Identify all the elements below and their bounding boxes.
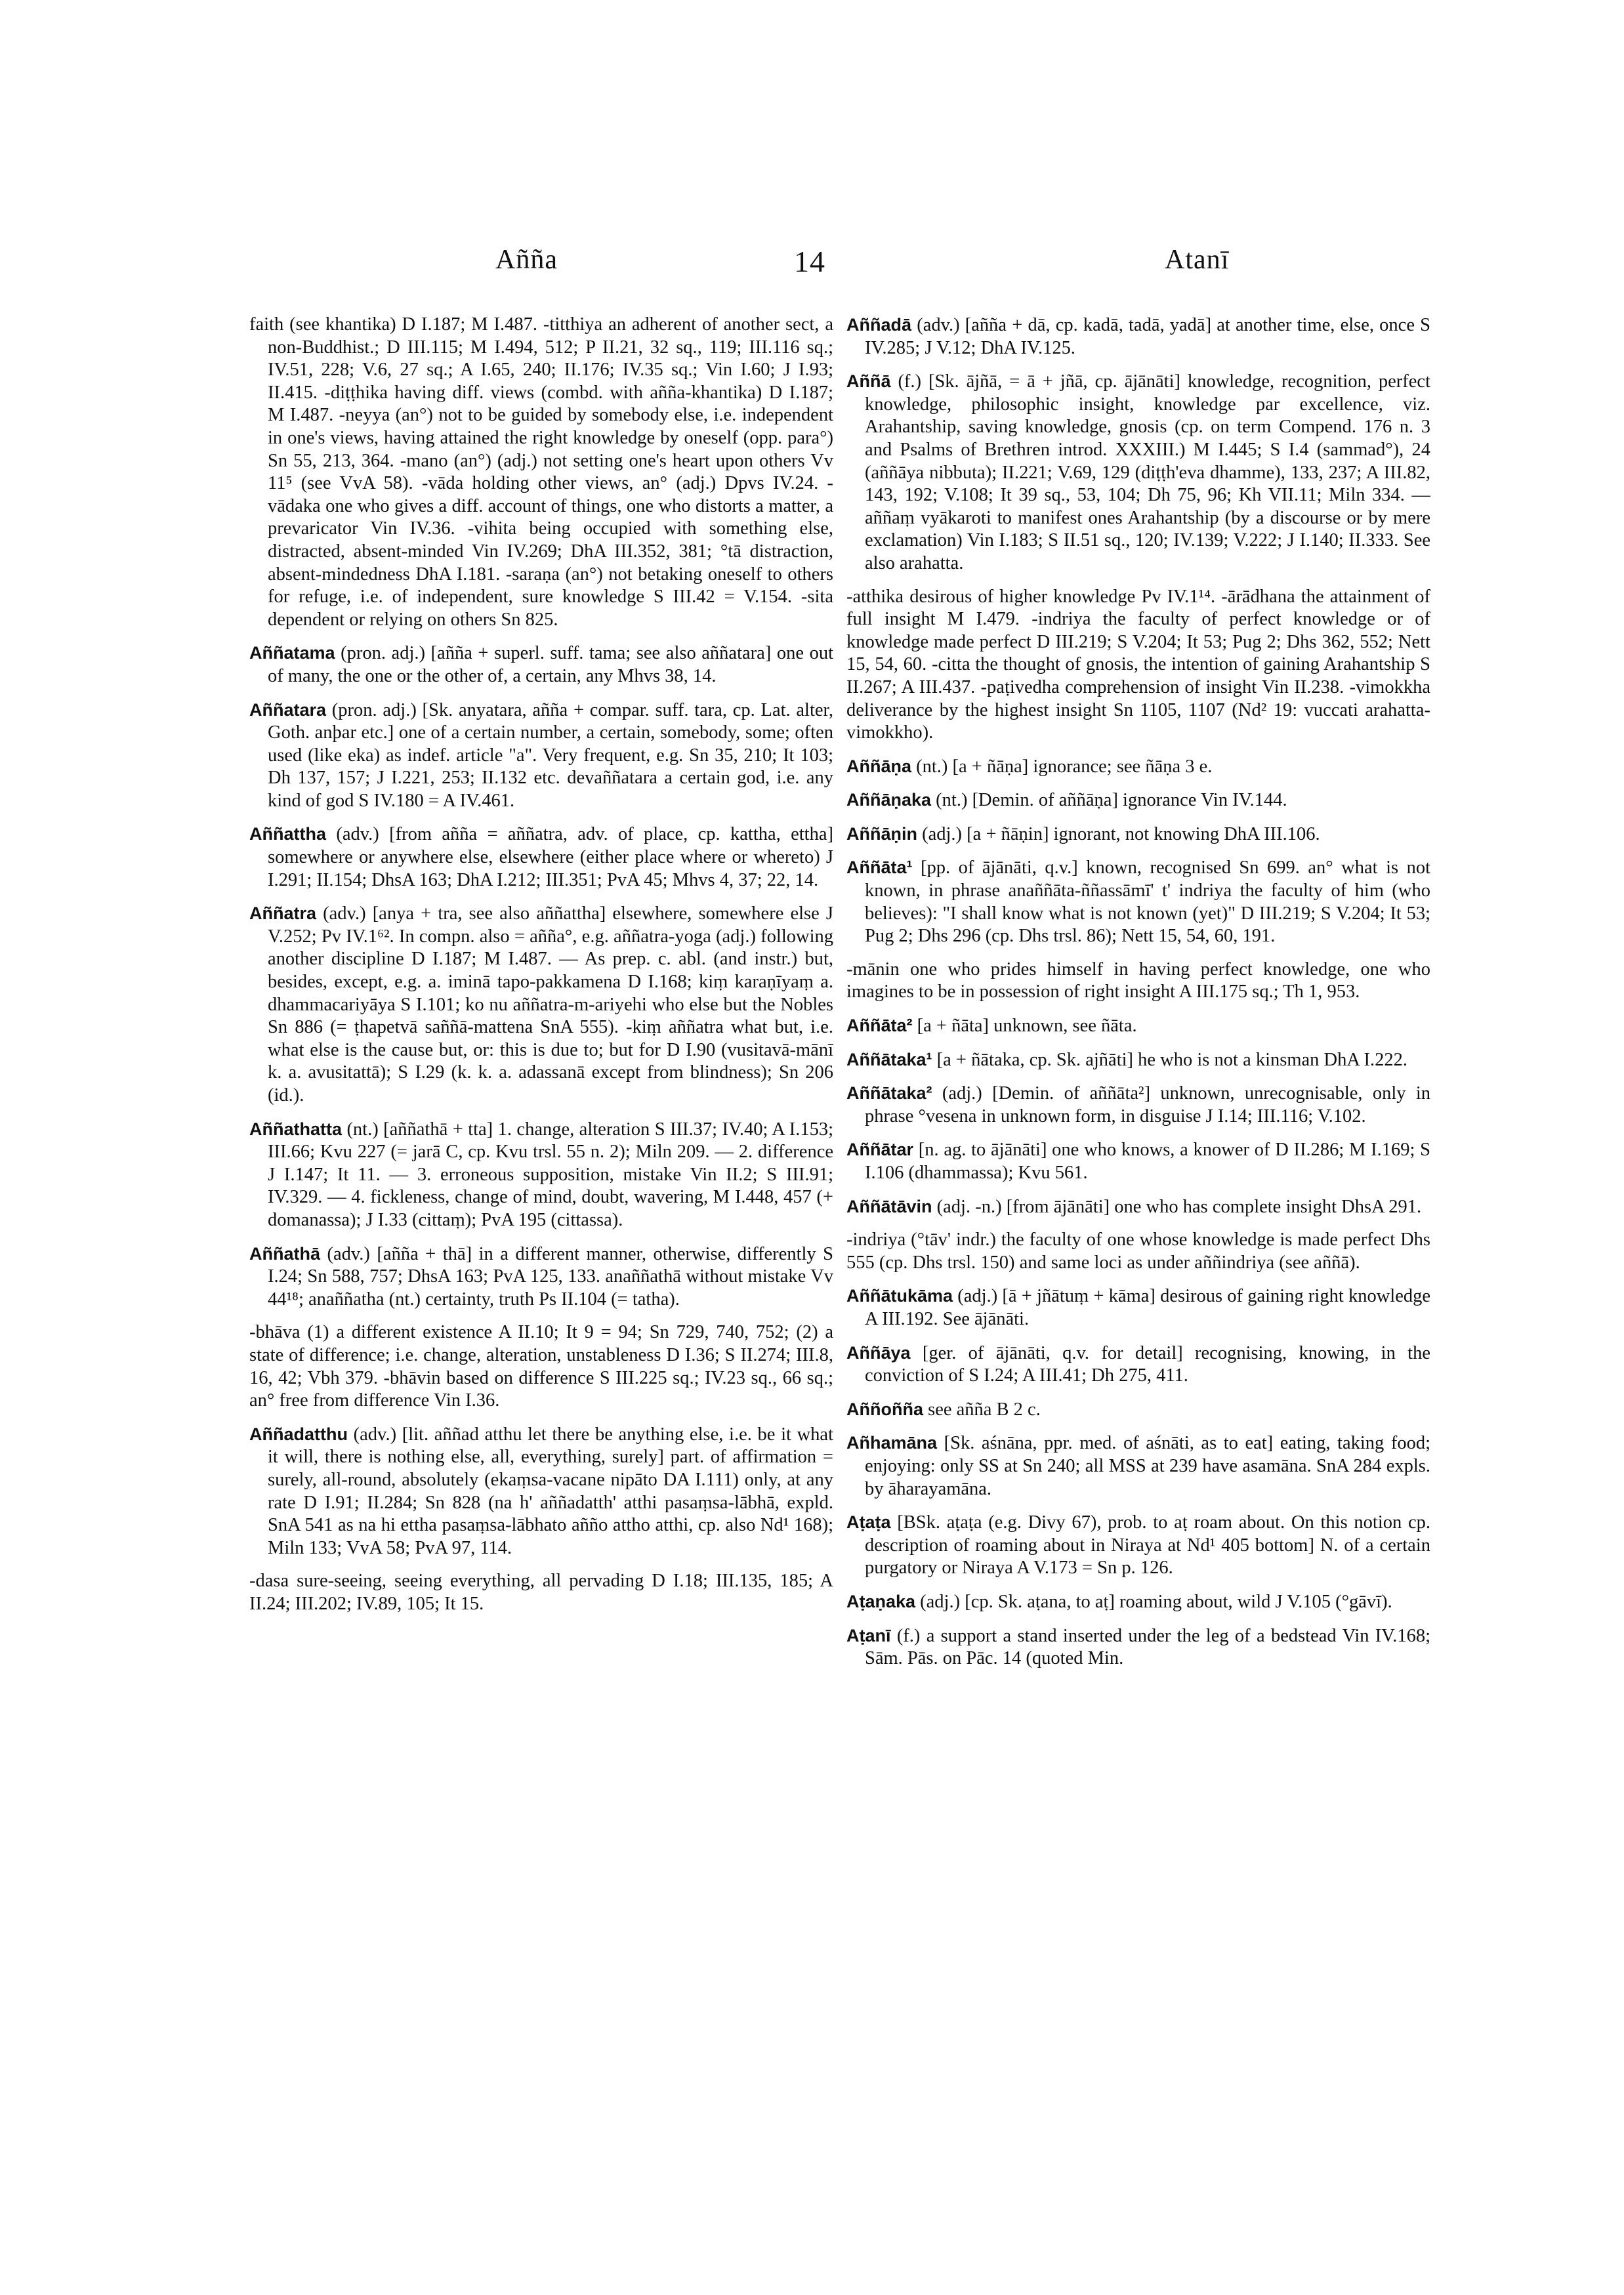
- dictionary-entry: [846, 1511, 1430, 1580]
- dictionary-entry: [249, 699, 833, 813]
- entry-definition: -atthika desirous of higher knowledge Pv IV.1¹⁴. -ārādhana the attainment of full insight M I.479. -indriya the faculty of perfect knowledge or of knowledge made perfect D III.219; S V.204; It 53; Pug 2; Dhs 362, 552; Nett 15, 54, 60. -citta the thought of gnosis, the intention of gaining Arahantship S II.267; A III.437. -paṭivedha comprehension of insight Vin II.238. -vimokkha deliverance by the highest insight Sn 1105, 1107 (Nd² 19: vuccati arahatta-vimokkho).: [846, 586, 1430, 743]
- dictionary-entry: [846, 370, 1430, 575]
- entry-definition: -indriya (°tāv' indr.) the faculty of one whose knowledge is made perfect Dhs 555 (cp. Dhs trsl. 150) and same loci as under aññindriya (see aññā).: [846, 1230, 1430, 1273]
- entry-definition: (adv.) [anya + tra, see also aññattha] elsewhere, somewhere else J V.252; Pv IV.1⁶². In compn. also = añña°, e.g. aññatra-yoga (adj.) following another discipline D I.187; M I.487. — As prep. c. abl. (and instr.) but, besides, except, e.g. a. iminā tapo-pakkamena D I.168; kiṃ karaṇīyaṃ a. dhammacariyāya S I.101; ko nu aññatra-m-ariyehi who else but the Nobles Sn 886 (= ṭhapetvā saññā-mattena SnA 555). -kiṃ aññatra what but, i.e. what else is the cause but, or: this is due to; but for D I.90 (vusitavā-mānī k. a. avusitattā); S I.29 (k. k. a. adassanā except from blindness); Sn 206 (id.).: [268, 903, 833, 1106]
- dictionary-entry: [846, 856, 1430, 947]
- entry-definition: (adj.) [a + ñāṇin] ignorant, not knowing DhA III.106.: [922, 823, 1320, 844]
- entry-definition: [a + ñāta] unknown, see ñāta.: [917, 1016, 1137, 1037]
- entry-headword: Aññātāvin: [846, 1196, 932, 1216]
- dictionary-entry: [249, 314, 833, 631]
- entry-definition: (adj.) [Demin. of aññāta²] unknown, unrecognisable, only in phrase °vesena in unknown form, in disguise J I.14; III.116; V.102.: [865, 1083, 1430, 1127]
- dictionary-entry: [846, 1048, 1430, 1072]
- dictionary-entry: [846, 586, 1430, 745]
- dictionary-entry: [249, 1321, 833, 1412]
- dictionary-entry: [846, 1014, 1430, 1038]
- entry-definition: [n. ag. to ājānāti] one who knows, a knower of D II.286; M I.169; S I.106 (dhammassa); Kvu 561.: [865, 1140, 1430, 1183]
- entry-headword: Aṭanī: [846, 1625, 891, 1645]
- header-right-headword: Atanī: [1165, 245, 1230, 275]
- entry-headword: Aññadā: [846, 315, 912, 335]
- entry-headword: Aññāta²: [846, 1016, 913, 1036]
- dictionary-entry: [249, 1118, 833, 1232]
- dictionary-entry: [846, 959, 1430, 1004]
- left-column: [249, 314, 833, 2256]
- dictionary-entry: [846, 1285, 1430, 1331]
- dictionary-entry: [846, 314, 1430, 360]
- entry-headword: Aññāya: [846, 1342, 911, 1363]
- entry-definition: (nt.) [a + ñāṇa] ignorance; see ñāṇa 3 e.: [916, 756, 1213, 777]
- entry-headword: Aññāṇin: [846, 823, 917, 844]
- entry-definition: (adv.) [lit. aññad atthu let there be anything else, i.e. be it what it will, there is nothing else, all, everything, surely] part. of affirmation = surely, all-round, absolutely (ekaṃsa-vacane nipāto DA I.111) only, at any rate D I.91; II.284; Sn 828 (na h' aññadatth' atthi pasaṃsa-lābhā, expld. SnA 541 as na hi ettha pasaṃsa-lābhato añño attho atthi, cp. also Nd¹ 168); Miln 133; VvA 58; PvA 97, 114.: [268, 1424, 833, 1558]
- entry-definition: (adv.) [añña + dā, cp. kadā, tadā, yadā] at another time, else, once S IV.285; J V.12; DhA IV.125.: [865, 315, 1430, 358]
- entry-definition: [pp. of ājānāti, q.v.] known, recognised Sn 699. an° what is not known, in phrase anaññāta-ññassāmī' t' indriya the faculty of him (who believes): "I shall know what is not known (yet)" D III.219; S V.204; It 53; Pug 2; Dhs 296 (cp. Dhs trsl. 86); Nett 15, 54, 60, 191.: [865, 858, 1430, 947]
- entry-definition: [BSk. aṭaṭa (e.g. Divy 67), prob. to aṭ roam about. On this notion cp. description of roaming about in Niraya at Nd¹ 405 bottom] N. of a certain purgatory or Niraya A V.173 = Sn p. 126.: [865, 1512, 1430, 1579]
- entry-headword: Aññathā: [249, 1243, 320, 1264]
- header-left-headword: Añña: [495, 245, 558, 275]
- dictionary-entry: [846, 1398, 1430, 1422]
- entry-headword: Aññadatthu: [249, 1424, 348, 1444]
- entry-headword: Aññatama: [249, 643, 335, 663]
- entry-headword: Aññāta¹: [846, 858, 913, 878]
- entry-definition: (nt.) [aññathā + tta] 1. change, alteration S III.37; IV.40; A I.153; III.66; Kvu 227 (= jarā C, cp. Kvu trsl. 55 n. 2); Miln 209. — 2. difference J I.147; It 11. — 3. erroneous supposition, mistake Vin II.2; S III.91; IV.329. — 4. fickleness, change of mind, doubt, wavering, M I.448, 457 (+ domanassa); J I.33 (cittaṃ); PvA 195 (cittassa).: [268, 1119, 833, 1230]
- dictionary-entry: [846, 1432, 1430, 1500]
- dictionary-entry: [846, 1082, 1430, 1128]
- entry-headword: Añhamāna: [846, 1433, 938, 1453]
- dictionary-entry: [846, 1229, 1430, 1274]
- entry-definition: see añña B 2 c.: [928, 1399, 1041, 1420]
- entry-definition: [a + ñātaka, cp. Sk. ajñāti] he who is not a kinsman DhA I.222.: [936, 1049, 1407, 1070]
- dictionary-entry: [249, 1423, 833, 1560]
- dictionary-entry: [846, 1138, 1430, 1184]
- entry-headword: Aññā: [846, 371, 891, 392]
- entry-headword: Aññātaka²: [846, 1083, 932, 1104]
- entry-headword: Aññātar: [846, 1140, 914, 1160]
- entry-headword: Aññatara: [249, 699, 327, 720]
- dictionary-entry: [846, 1624, 1430, 1670]
- entry-headword: Aññoñña: [846, 1399, 923, 1419]
- entry-definition: -dasa sure-seeing, seeing everything, all pervading D I.18; III.135, 185; A II.24; III.202; IV.89, 105; It 15.: [249, 1571, 833, 1614]
- entry-definition: (adj.) [cp. Sk. aṭana, to aṭ] roaming about, wild J V.105 (°gāvī).: [920, 1591, 1392, 1612]
- page-number: 14: [794, 245, 825, 278]
- dictionary-entry: [249, 902, 833, 1107]
- entry-definition: -bhāva (1) a different existence A II.10; It 9 = 94; Sn 729, 740, 752; (2) a state of difference; i.e. change, alteration, unstableness D I.36; S II.274; III.8, 16, 42; Vbh 379. -bhāvin based on difference S III.225 sq.; IV.23 sq., 66 sq.; an° free from difference Vin I.36.: [249, 1322, 833, 1411]
- entry-definition: (adj.) [ā + jñātuṃ + kāma] desirous of gaining right knowledge A III.192. See ājānāti.: [865, 1286, 1430, 1329]
- entry-definition: (pron. adj.) [Sk. anyatara, añña + compar. suff. tara, cp. Lat. alter, Goth. anþar etc.] one of a certain number, a certain, somebody, some; often used (like eka) as indef. article "a". Very frequent, e.g. Sn 35, 210; It 103; Dh 137, 157; J I.221, 253; II.132 etc. devaññatara a certain god, i.e. any kind of god S IV.180 = A IV.461.: [268, 699, 833, 811]
- entry-definition: (nt.) [Demin. of aññāṇa] ignorance Vin IV.144.: [936, 790, 1287, 811]
- entry-definition: faith (see khantika) D I.187; M I.487. -titthiya an adherent of another sect, a non-Buddhist.; D III.115; M I.494, 512; P II.21, 32 sq., 119; III.116 sq.; IV.51, 228; V.6, 27 sq.; A I.65, 240; II.176; IV.35 sq.; Vin I.60; J I.93; II.415. -diṭṭhika having diff. views (combd. with añña-khantika) D I.187; M I.487. -neyya (an°) not to be guided by somebody else, i.e. independent in one's views, having attained the right knowledge by oneself (opp. para°) Sn 55, 213, 364. -mano (an°) (adj.) not setting one's heart upon others Vv 11⁵ (see VvA 58). -vāda holding other views, an° (adj.) Dpvs IV.24. -vādaka one who gives a diff. account of things, one who distorts a matter, a prevaricator Vin IV.36. -vihita being occupied with something else, distracted, absent-minded Vin IV.269; DhA III.352, 381; °tā distraction, absent-mindedness DhA I.181. -saraṇa (an°) not betaking oneself to others for refuge, i.e. of independent, sure knowledge S III.42 = V.154. -sita dependent or relying on others Sn 825.: [249, 314, 833, 630]
- entry-definition: [Sk. aśnāna, ppr. med. of aśnāti, as to eat] eating, taking food; enjoying: only SS at Sn 240; all MSS at 239 have asamāna. SnA 284 expls. by āharayamāna.: [865, 1433, 1430, 1499]
- entry-headword: Aññāṇaka: [846, 790, 932, 810]
- entry-headword: Aññāṇa: [846, 756, 912, 776]
- dictionary-entry: [846, 1590, 1430, 1614]
- dictionary-entry: [249, 642, 833, 688]
- entry-definition: (pron. adj.) [añña + superl. suff. tama; see also aññatara] one out of many, the one or the other of, a certain, any Mhvs 38, 14.: [268, 643, 833, 686]
- dictionary-entry: [249, 823, 833, 892]
- dictionary-entry: [846, 823, 1430, 846]
- entry-definition: (adj. -n.) [from ājānāti] one who has complete insight DhsA 291.: [936, 1196, 1422, 1217]
- dictionary-entry: [846, 1195, 1430, 1219]
- entry-definition: -mānin one who prides himself in having perfect knowledge, one who imagines to be in possession of right insight A III.175 sq.; Th 1, 953.: [846, 959, 1430, 1003]
- dictionary-entry: [846, 789, 1430, 812]
- entry-definition: [ger. of ājānāti, q.v. for detail] recognising, knowing, in the conviction of S I.24; A III.41; Dh 275, 411.: [865, 1342, 1430, 1386]
- entry-headword: Aññathatta: [249, 1119, 342, 1139]
- dictionary-entry: [846, 755, 1430, 779]
- right-column: [846, 314, 1430, 2256]
- entry-headword: Aññatra: [249, 903, 317, 924]
- entry-headword: Aññattha: [249, 824, 326, 844]
- entry-definition: (f.) [Sk. ājñā, = ā + jñā, cp. ājānāti] knowledge, recognition, perfect knowledge, philosophic insight, knowledge par excellence, viz. Arahantship, saving knowledge, gnosis (cp. on term Compend. 176 n. 3 and Psalms of Brethren introd. XXXIII.) M I.445; S I.4 (sammad°), 24 (aññāya nibbuta); II.221; V.69, 129 (diṭṭh'eva dhamme), 133, 237; A III.82, 143, 192; V.108; It 39 sq., 53, 104; Dh 75, 96; Kh VII.11; Miln 334. — aññaṃ vyākaroti to manifest ones Arahantship (by a discourse or by mere exclamation) Vin I.183; S II.51 sq., 120; IV.139; V.222; J I.140; II.333. See also arahatta.: [865, 371, 1430, 573]
- dictionary-entry: [846, 1342, 1430, 1388]
- entry-definition: (adv.) [from añña = aññatra, adv. of place, cp. kattha, ettha] somewhere or anywhere else, elsewhere (either place where or whereto) J I.291; II.154; DhsA 163; DhA I.212; III.351; PvA 45; Mhvs 4, 37; 22, 14.: [268, 824, 833, 890]
- running-header: [249, 244, 1440, 290]
- entry-definition: (f.) a support a stand inserted under the leg of a bedstead Vin IV.168; Sām. Pās. on Pāc. 14 (quoted Min.: [865, 1625, 1430, 1669]
- dictionary-entry: [249, 1243, 833, 1312]
- entry-headword: Aññātaka¹: [846, 1049, 932, 1069]
- entry-headword: Aññātukāma: [846, 1286, 953, 1306]
- entry-definition: (adv.) [añña + thā] in a different manner, otherwise, differently S I.24; Sn 588, 757; DhsA 163; PvA 125, 133. anaññathā without mistake Vv 44¹⁸; anaññatha (nt.) certainty, truth Ps II.104 (= tatha).: [268, 1243, 833, 1310]
- dictionary-entry: [249, 1570, 833, 1615]
- entry-headword: Aṭaṇaka: [846, 1591, 916, 1611]
- entry-headword: Aṭaṭa: [846, 1512, 891, 1533]
